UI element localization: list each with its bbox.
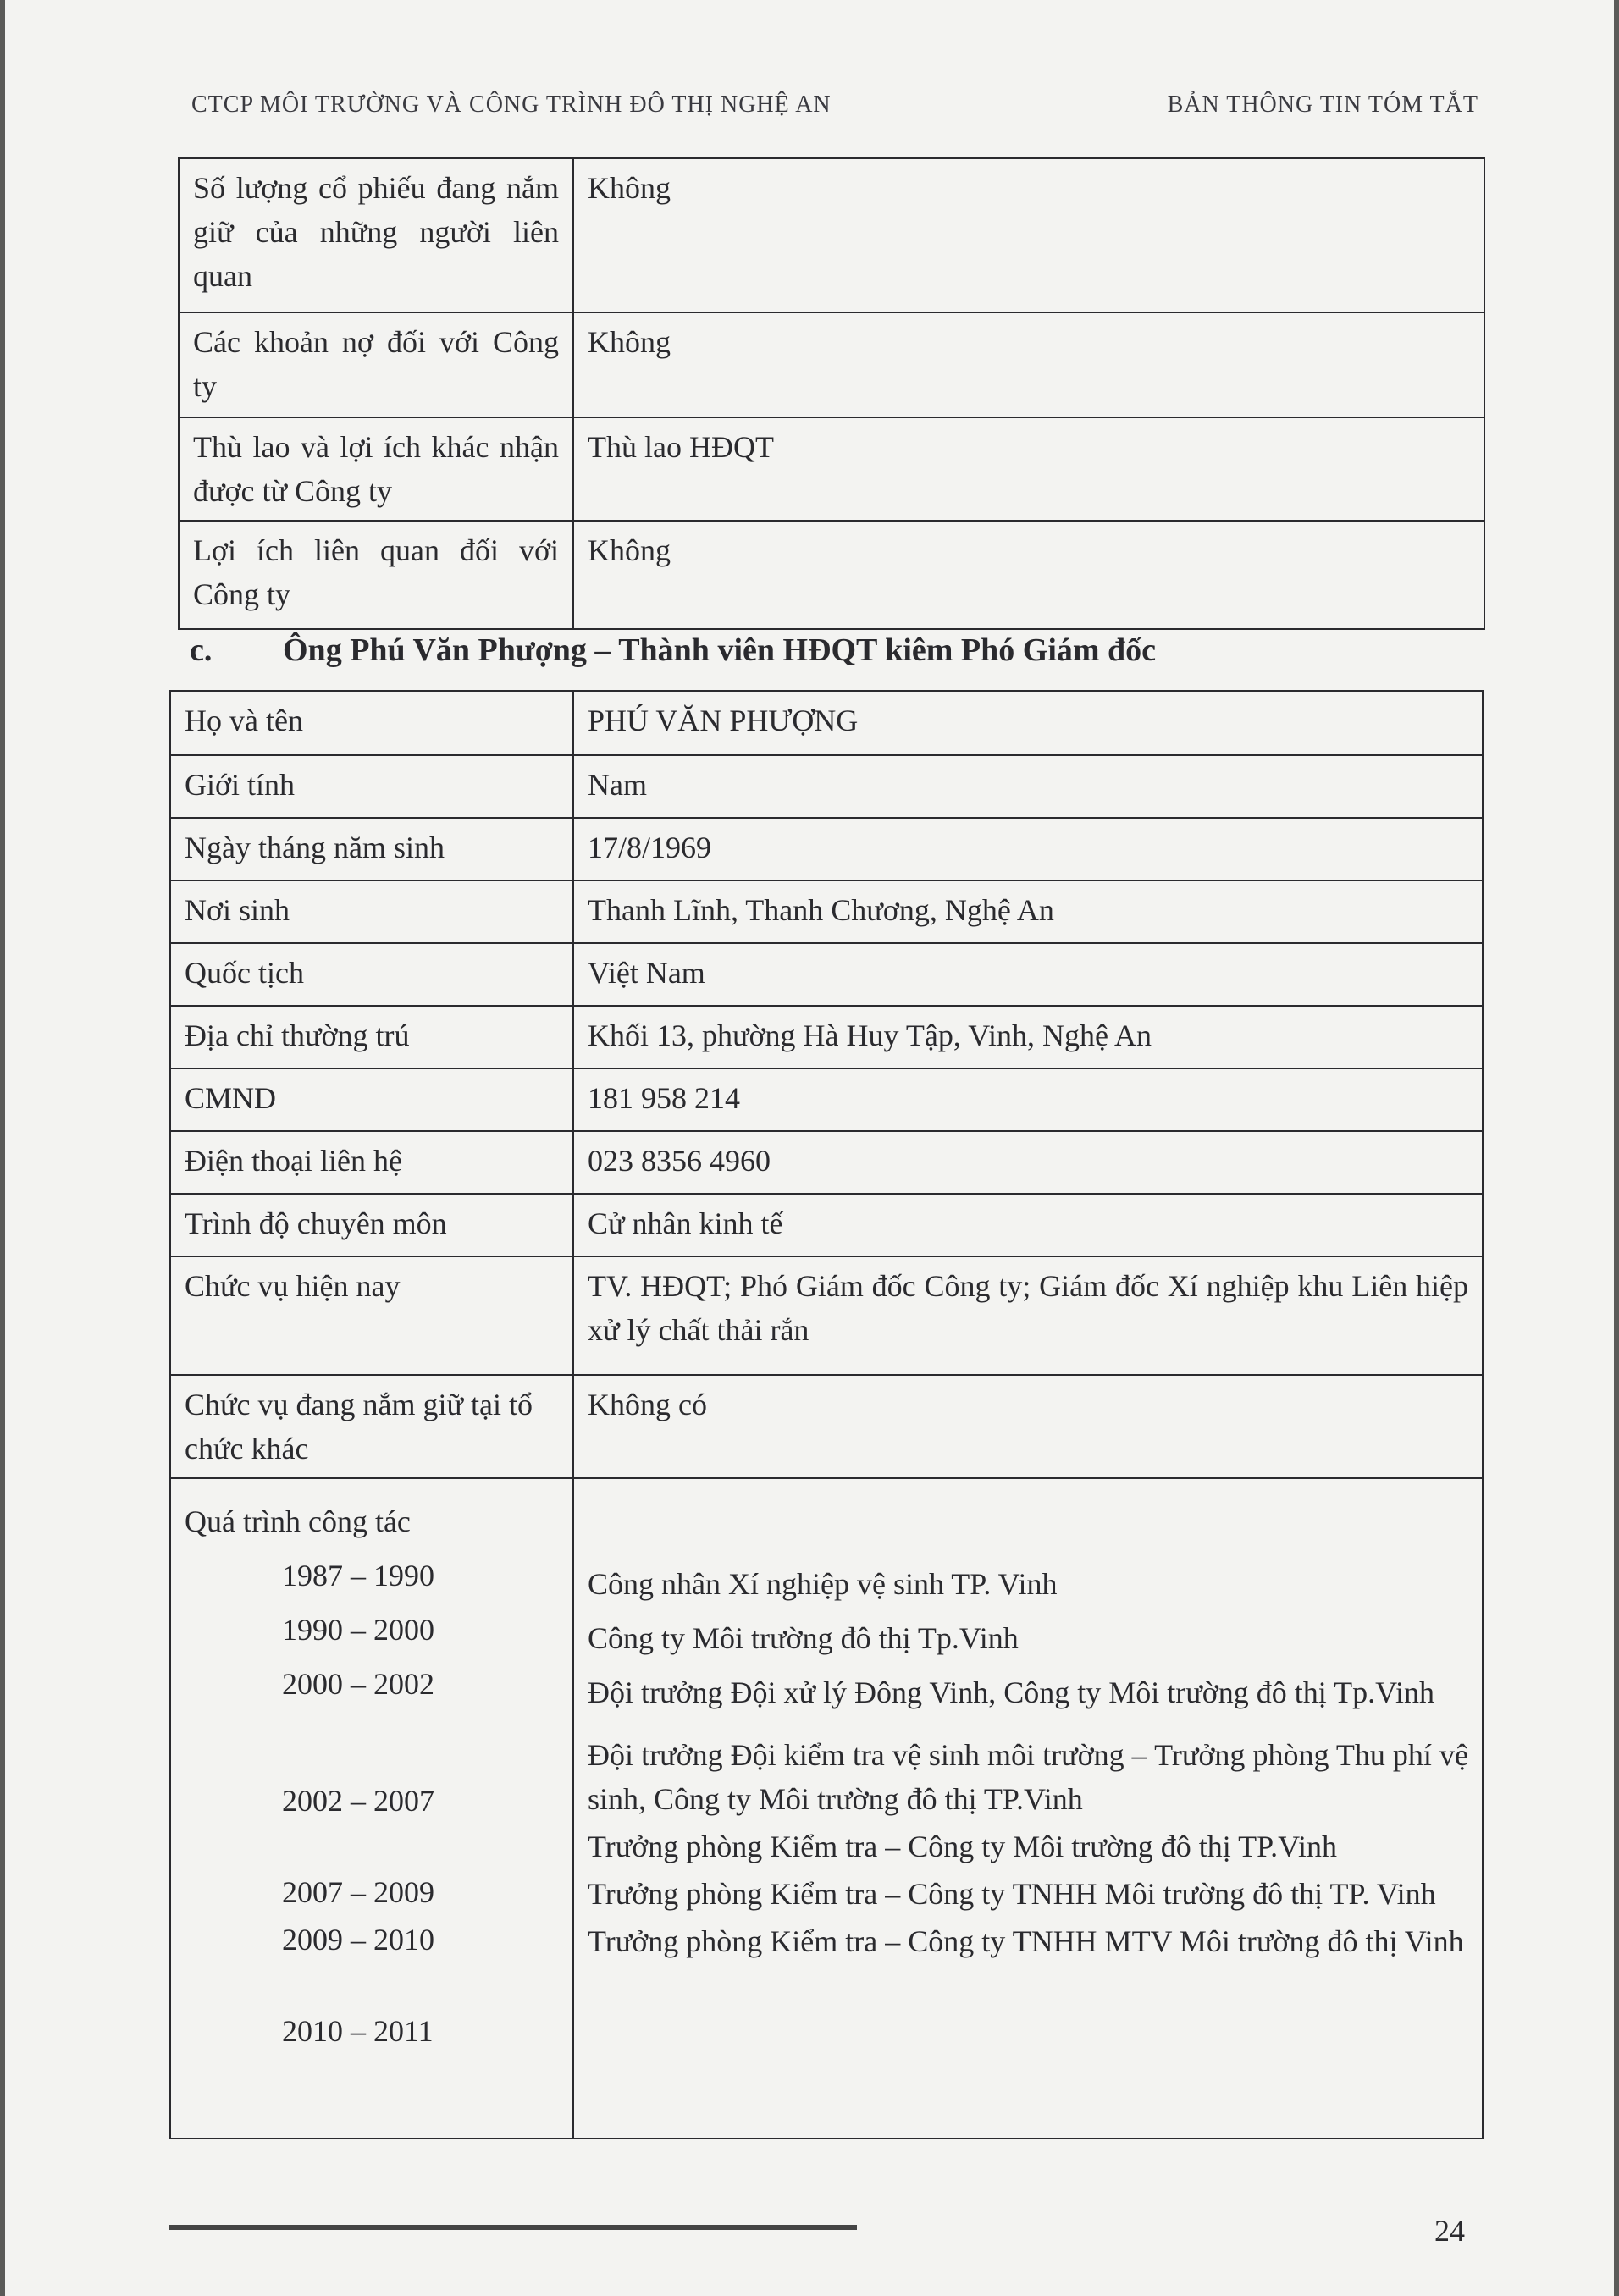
header-company-name: CTCP MÔI TRƯỜNG VÀ CÔNG TRÌNH ĐÔ THỊ NGHỆ AN	[191, 91, 832, 118]
table-row	[170, 1131, 1483, 1194]
row-value: Không	[573, 521, 1484, 629]
career-description: Trưởng phòng Kiểm tra – Công ty TNHH MTV Môi trường đô thị Vinh	[588, 1924, 1464, 1958]
row-label: Lợi ích liên quan đối với Công ty	[179, 521, 573, 629]
career-description: Trưởng phòng Kiểm tra – Công ty Môi trường đô thị TP.Vinh	[588, 1830, 1337, 1863]
row-label: Chức vụ đang nắm giữ tại tổ chức khác	[170, 1375, 573, 1478]
row-value: 023 8356 4960	[573, 1131, 1483, 1194]
row-label: Giới tính	[170, 755, 573, 818]
footer-divider	[169, 2225, 857, 2230]
table-row	[170, 1194, 1483, 1256]
related-interests-table	[178, 157, 1485, 630]
row-value: Thanh Lĩnh, Thanh Chương, Nghệ An	[573, 880, 1483, 943]
table-row	[170, 1256, 1483, 1375]
row-value: 17/8/1969	[573, 818, 1483, 880]
row-label: Quốc tịch	[170, 943, 573, 1006]
career-description: Công nhân Xí nghiệp vệ sinh TP. Vinh	[588, 1567, 1058, 1601]
row-value: TV. HĐQT; Phó Giám đốc Công ty; Giám đốc Xí nghiệp khu Liên hiệp xử lý chất thải rắn	[573, 1256, 1483, 1375]
career-history-label-cell	[170, 1478, 573, 2139]
career-period: 2010 – 2011	[282, 2014, 434, 2048]
table-row	[170, 818, 1483, 880]
section-index: c.	[190, 632, 213, 668]
row-value: Không	[573, 312, 1484, 417]
table-row	[179, 158, 1484, 312]
section-title: Ông Phú Văn Phượng – Thành viên HĐQT kiêm Phó Giám đốc	[283, 632, 1157, 668]
career-period: 2009 – 2010	[282, 1923, 434, 1957]
profile-table	[169, 690, 1484, 2139]
table-row	[170, 880, 1483, 943]
section-heading	[190, 632, 1156, 669]
row-value: Việt Nam	[573, 943, 1483, 1006]
page-number: 24	[1434, 2214, 1465, 2248]
row-label: Thù lao và lợi ích khác nhận được từ Công ty	[179, 417, 573, 521]
career-history-label: Quá trình công tác	[185, 1504, 411, 1538]
table-row	[170, 943, 1483, 1006]
header-document-title: BẢN THÔNG TIN TÓM TẮT	[1167, 91, 1478, 118]
table-row	[170, 755, 1483, 818]
table-row	[179, 417, 1484, 521]
row-label: CMND	[170, 1068, 573, 1131]
row-label: Họ và tên	[170, 691, 573, 755]
career-description: Đội trưởng Đội kiểm tra vệ sinh môi trường – Trưởng phòng Thu phí vệ sinh, Công ty Môi trường đô thị TP.Vinh	[588, 1738, 1468, 1816]
career-history-row	[170, 1478, 1483, 2139]
career-period: 1990 – 2000	[282, 1613, 434, 1647]
row-label: Điện thoại liên hệ	[170, 1131, 573, 1194]
career-description: Trưởng phòng Kiểm tra – Công ty TNHH Môi trường đô thị TP. Vinh	[588, 1877, 1436, 1911]
row-value: Không	[573, 158, 1484, 312]
career-description: Công ty Môi trường đô thị Tp.Vinh	[588, 1621, 1019, 1655]
table-row	[170, 1068, 1483, 1131]
row-value: Khối 13, phường Hà Huy Tập, Vinh, Nghệ An	[573, 1006, 1483, 1068]
row-value: 181 958 214	[573, 1068, 1483, 1131]
table-row	[170, 691, 1483, 755]
career-history-detail-cell	[573, 1478, 1483, 2139]
career-period: 2000 – 2002	[282, 1667, 434, 1701]
row-value: Thù lao HĐQT	[573, 417, 1484, 521]
document-page	[5, 0, 1614, 2296]
table-row	[170, 1375, 1483, 1478]
row-value: PHÚ VĂN PHƯỢNG	[573, 691, 1483, 755]
row-label: Ngày tháng năm sinh	[170, 818, 573, 880]
row-label: Chức vụ hiện nay	[170, 1256, 573, 1375]
row-label: Nơi sinh	[170, 880, 573, 943]
career-period: 1987 – 1990	[282, 1559, 434, 1592]
table-row	[179, 312, 1484, 417]
career-description: Đội trưởng Đội xử lý Đông Vinh, Công ty Môi trường đô thị Tp.Vinh	[588, 1675, 1434, 1709]
row-value: Cử nhân kinh tế	[573, 1194, 1483, 1256]
row-label: Số lượng cổ phiếu đang nắm giữ của những người liên quan	[179, 158, 573, 312]
career-period: 2007 – 2009	[282, 1875, 434, 1909]
table-row	[170, 1006, 1483, 1068]
row-value: Không có	[573, 1375, 1483, 1478]
table-row	[179, 521, 1484, 629]
career-period: 2002 – 2007	[282, 1784, 434, 1818]
row-label: Trình độ chuyên môn	[170, 1194, 573, 1256]
row-value: Nam	[573, 755, 1483, 818]
row-label: Địa chỉ thường trú	[170, 1006, 573, 1068]
row-label: Các khoản nợ đối với Công ty	[179, 312, 573, 417]
